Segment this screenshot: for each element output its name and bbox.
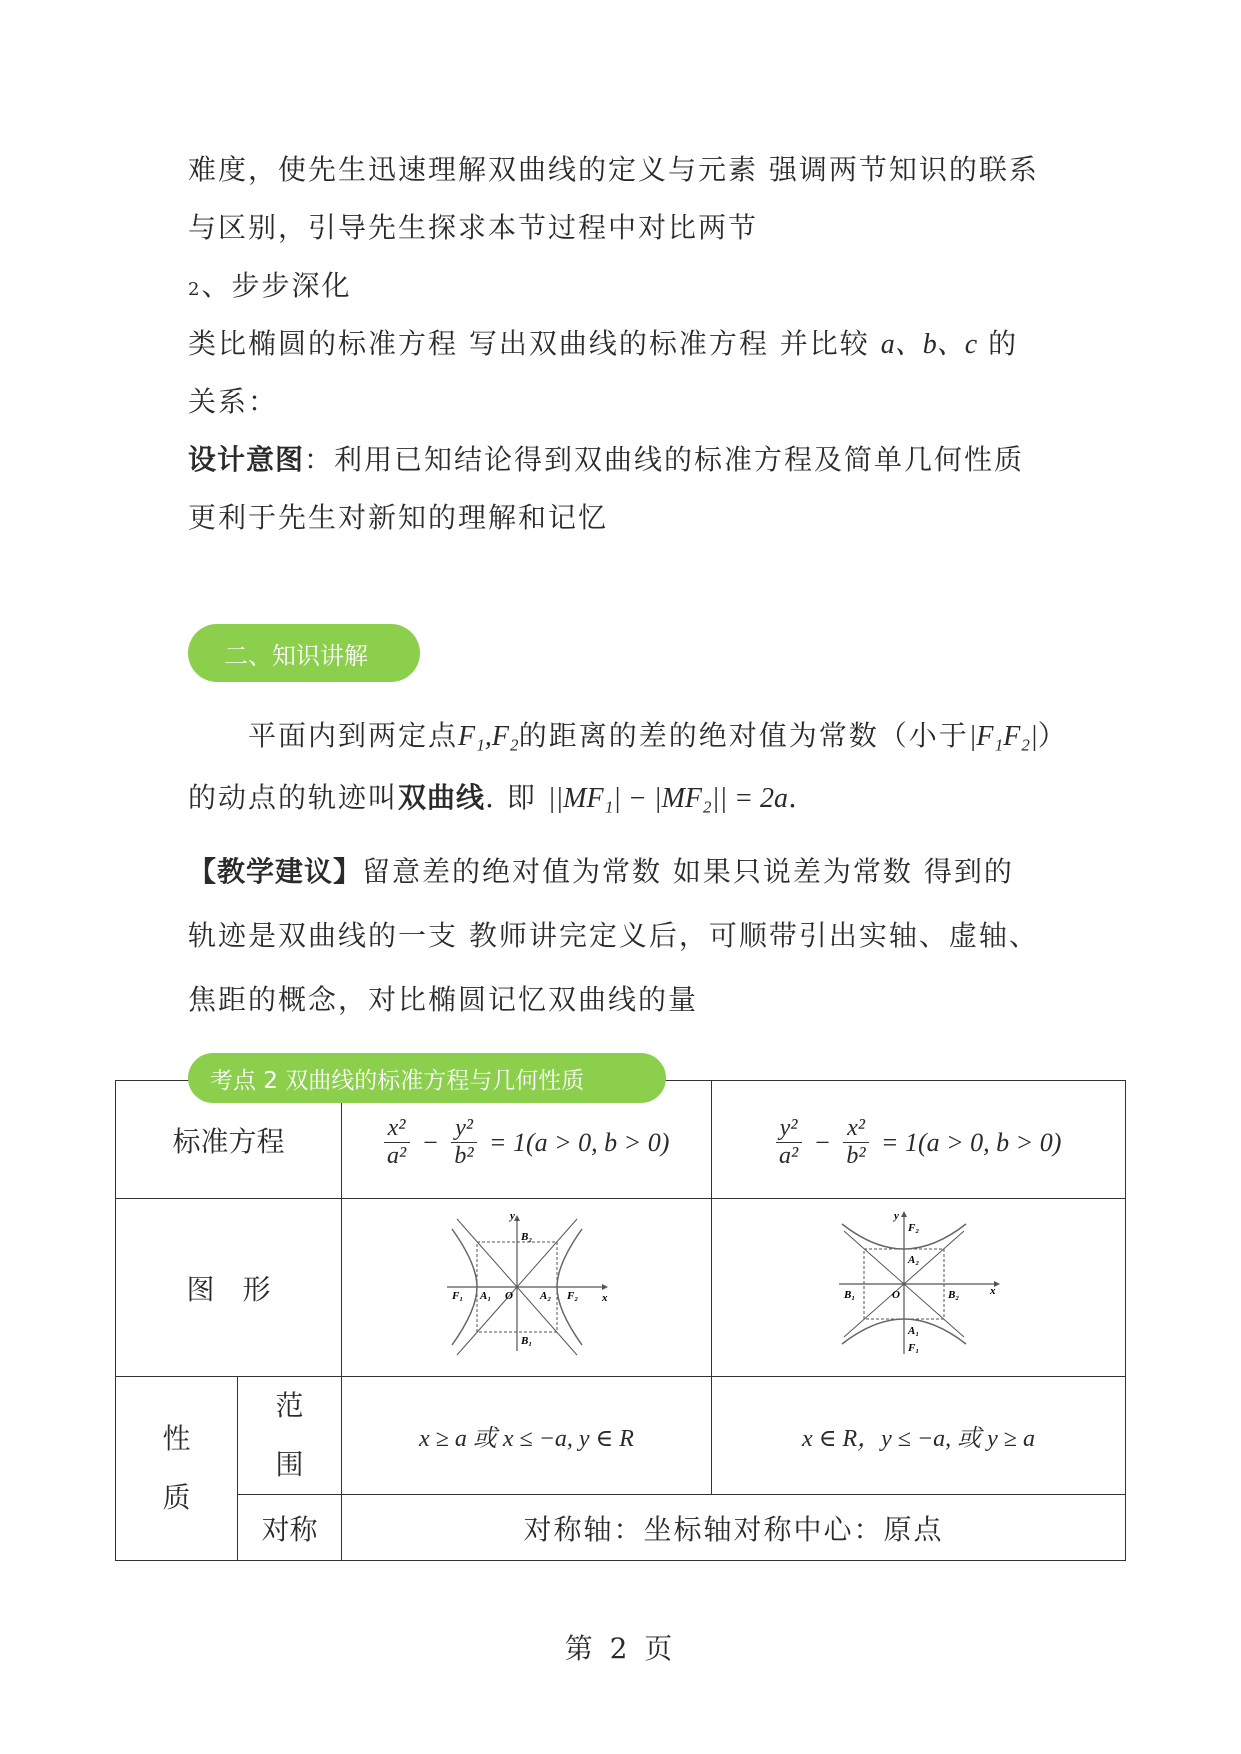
page-number: 第 2 页 xyxy=(564,1632,677,1665)
suggestion-line xyxy=(188,850,1014,890)
paragraph-line: 难度，使先生迅速理解双曲线的定义与元素 强调两节知识的联系 xyxy=(188,153,1039,186)
suggestion-label: 【教学建议】 xyxy=(188,855,363,888)
definition-text: . xyxy=(788,781,799,814)
definition-text: 平面内到两定点 xyxy=(248,719,459,752)
label-b1: B₁ xyxy=(843,1289,855,1301)
eq-term: b² xyxy=(454,1143,474,1169)
label-x: x xyxy=(601,1292,608,1304)
label-a2: A₂ xyxy=(907,1254,919,1266)
paragraph-line xyxy=(188,322,1018,362)
y-axis-arrow-icon xyxy=(514,1215,520,1221)
eq-term: y² xyxy=(451,1115,477,1143)
definition-text: ） xyxy=(1037,719,1068,752)
step-number: 2 xyxy=(188,279,202,300)
eq-term: a² xyxy=(778,1143,799,1169)
label-origin: O xyxy=(504,1290,513,1302)
equation-vertical xyxy=(712,1081,1126,1199)
design-label: 设计意图 xyxy=(188,443,305,476)
label-a1: A₁ xyxy=(479,1290,491,1302)
design-intent xyxy=(188,438,1024,478)
hyperbola-properties-table xyxy=(115,1080,1126,1561)
label-f2: F₂ xyxy=(907,1222,919,1234)
row-header-range: 范 围 xyxy=(238,1377,342,1495)
range-horizontal: x ≥ a 或 x ≤ −a, y ∈ R xyxy=(342,1377,712,1495)
definition-text: 的距离的差的绝对值为常数（小于 xyxy=(518,719,969,752)
table-heading-label: 考点 2 双曲线的标准方程与几何性质 xyxy=(210,1067,585,1094)
label-b2: B₂ xyxy=(947,1289,959,1301)
eq-rhs: = 1(a > 0, b > 0) xyxy=(880,1127,1062,1157)
definition-term: 双曲线 xyxy=(398,781,486,814)
definition-line xyxy=(188,776,799,816)
paragraph-line: 关系： xyxy=(188,385,279,418)
label-f1: F₁ xyxy=(451,1290,463,1302)
label-b2: B₂ xyxy=(520,1231,532,1243)
variables: a、b、c xyxy=(880,329,978,360)
label-y: y xyxy=(893,1210,899,1222)
focal-distance: |F₁F₂| xyxy=(968,721,1038,752)
definition-text: . 即 xyxy=(485,781,537,814)
row-header-standard-equation: 标准方程 xyxy=(116,1081,342,1199)
label-f1: F₁ xyxy=(907,1342,919,1354)
symmetry-text: 对称轴：坐标轴对称中心：原点 xyxy=(342,1495,1126,1561)
figure-vertical-hyperbola xyxy=(712,1199,1126,1377)
paragraph-text: 的 xyxy=(988,327,1019,360)
eq-term: y² xyxy=(776,1115,802,1143)
section-heading-label: 二、知识讲解 xyxy=(224,641,368,670)
suggestion-line: 轨迹是双曲线的一支 教师讲完定义后，可顺带引出实轴、虚轴、 xyxy=(188,919,1039,952)
figure-horizontal-hyperbola xyxy=(342,1199,712,1377)
suggestion-line: 焦距的概念，对比椭圆记忆双曲线的量 xyxy=(188,983,699,1016)
eq-term: b² xyxy=(846,1143,866,1169)
label-b1: B₁ xyxy=(520,1335,532,1347)
eq-term: a² xyxy=(386,1143,407,1169)
label-origin: O xyxy=(891,1289,900,1301)
paragraph-text: 类比椭圆的标准方程 写出双曲线的标准方程 并比较 xyxy=(188,327,870,360)
step-label: 、步步深化 xyxy=(201,269,352,302)
paragraph-line: 与区别，引导先生探求本节过程中对比两节 xyxy=(188,211,759,244)
design-text: ：利用已知结论得到双曲线的标准方程及简单几何性质 xyxy=(304,443,1025,476)
eq-operator: − xyxy=(421,1127,440,1157)
row-header-properties: 性 质 xyxy=(116,1377,238,1561)
table-heading-pill xyxy=(188,1053,666,1103)
definition-text: 的动点的轨迹叫 xyxy=(188,781,399,814)
eq-rhs: = 1(a > 0, b > 0) xyxy=(488,1127,670,1157)
step-heading xyxy=(188,264,351,304)
label-x: x xyxy=(989,1285,996,1297)
hyperbola-horizontal-graph xyxy=(442,1209,612,1359)
eq-operator: − xyxy=(813,1127,832,1157)
label-f2: F₂ xyxy=(566,1290,578,1302)
eq-term: x² xyxy=(843,1115,869,1143)
definition-line xyxy=(248,714,1068,754)
section-heading-pill xyxy=(188,624,420,682)
x-axis-arrow-icon xyxy=(602,1284,608,1290)
hyperbola-vertical-graph xyxy=(834,1209,1004,1359)
definition-formula: ||MF₁| − |MF₂|| = 2a xyxy=(547,783,789,814)
suggestion-text: 留意差的绝对值为常数 如果只说差为常数 得到的 xyxy=(362,855,1014,888)
row-header-symmetry: 对称 xyxy=(238,1495,342,1561)
label-a1: A₁ xyxy=(907,1325,919,1337)
paragraph-line: 更利于先生对新知的理解和记忆 xyxy=(188,501,609,534)
eq-term: x² xyxy=(384,1115,410,1143)
row-header-figure: 图 形 xyxy=(116,1199,342,1377)
y-axis-arrow-icon xyxy=(901,1211,907,1217)
range-vertical: x ∈ R，y ≤ −a, 或 y ≥ a xyxy=(712,1377,1126,1495)
label-y: y xyxy=(509,1210,515,1222)
focus-points: F₁,F₂ xyxy=(458,721,519,752)
label-a2: A₂ xyxy=(539,1290,551,1302)
